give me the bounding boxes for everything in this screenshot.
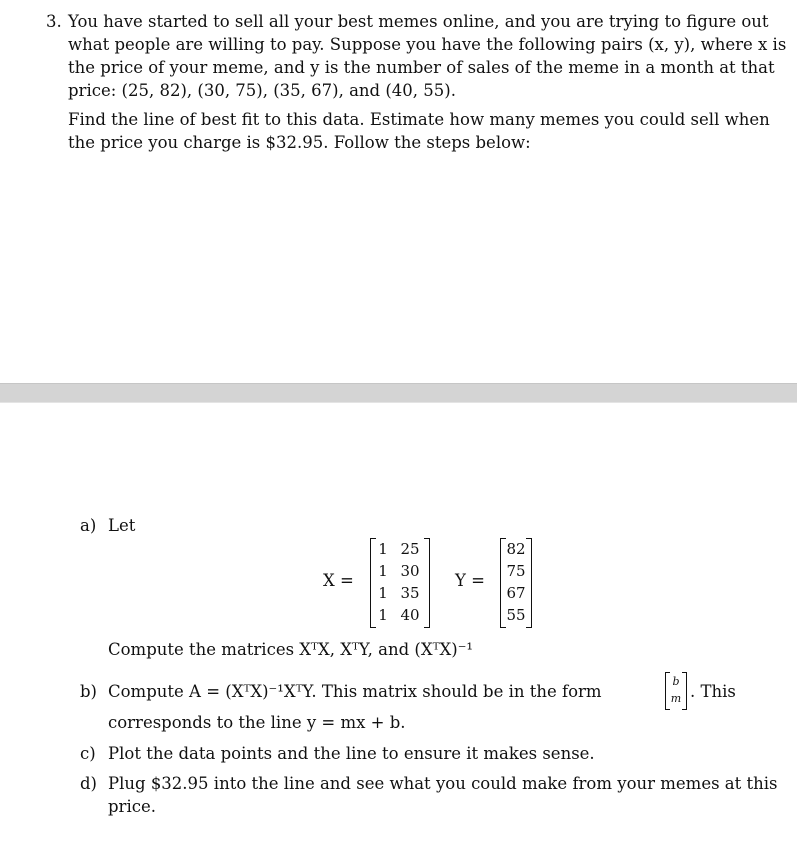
part-b-text-after: . This — [690, 682, 736, 701]
problem-instructions — [68, 108, 770, 154]
intro-line-1: You have started to sell all your best memes online, and you are trying to figure out — [68, 12, 769, 31]
y-cell-1: 75 — [506, 562, 526, 580]
x-cell-3-0: 1 — [378, 606, 388, 624]
y-cell-3: 55 — [506, 606, 526, 624]
form-matrix-bottom: m — [670, 692, 682, 705]
part-c-text: Plot the data points and the line to ensure it makes sense. — [108, 744, 595, 763]
form-matrix-top: b — [672, 675, 680, 688]
x-cell-0-0: 1 — [378, 540, 388, 558]
part-a-text: Let — [108, 516, 136, 535]
part-b-text-line2: corresponds to the line y = mx + b. — [108, 713, 406, 732]
y-cell-0: 82 — [506, 540, 526, 558]
part-b-text: Compute A = (XᵀX)⁻¹XᵀY. This matrix should be in the form — [108, 682, 602, 701]
intro-line-3: the price of your meme, and y is the number of sales of the meme in a month at that — [68, 58, 775, 77]
part-d-text-line1: Plug $32.95 into the line and see what you could make from your memes at this — [108, 774, 778, 793]
x-cell-1-1: 30 — [400, 562, 420, 580]
page-divider — [0, 383, 797, 403]
intro-line-4: price: (25, 82), (30, 75), (35, 67), and (40, 55). — [68, 81, 456, 100]
part-b-label: b) — [80, 682, 97, 701]
intro-line-2: what people are willing to pay. Suppose you have the following pairs (x, y), where x is — [68, 35, 787, 54]
problem-intro — [68, 10, 787, 102]
y-matrix — [500, 538, 532, 628]
y-matrix-name: Y = — [455, 571, 485, 590]
part-d-text-line2: price. — [108, 797, 156, 816]
x-cell-0-1: 25 — [400, 540, 420, 558]
form-matrix — [665, 672, 687, 710]
x-cell-3-1: 40 — [400, 606, 420, 624]
part-a-compute: Compute the matrices XᵀX, XᵀY, and (XᵀX)⁻¹ — [108, 640, 474, 659]
find-line-1: Find the line of best fit to this data. Estimate how many memes you could sell when — [68, 110, 770, 129]
problem-number: 3. — [46, 12, 62, 31]
part-d-label: d) — [80, 774, 97, 793]
x-cell-2-0: 1 — [378, 584, 388, 602]
x-matrix-name: X = — [323, 571, 354, 590]
x-cell-2-1: 35 — [400, 584, 420, 602]
part-c-label: c) — [80, 744, 96, 763]
part-a-label: a) — [80, 516, 97, 535]
y-cell-2: 67 — [506, 584, 526, 602]
x-cell-1-0: 1 — [378, 562, 388, 580]
x-matrix — [370, 538, 430, 628]
find-line-2: the price you charge is $32.95. Follow the steps below: — [68, 133, 531, 152]
